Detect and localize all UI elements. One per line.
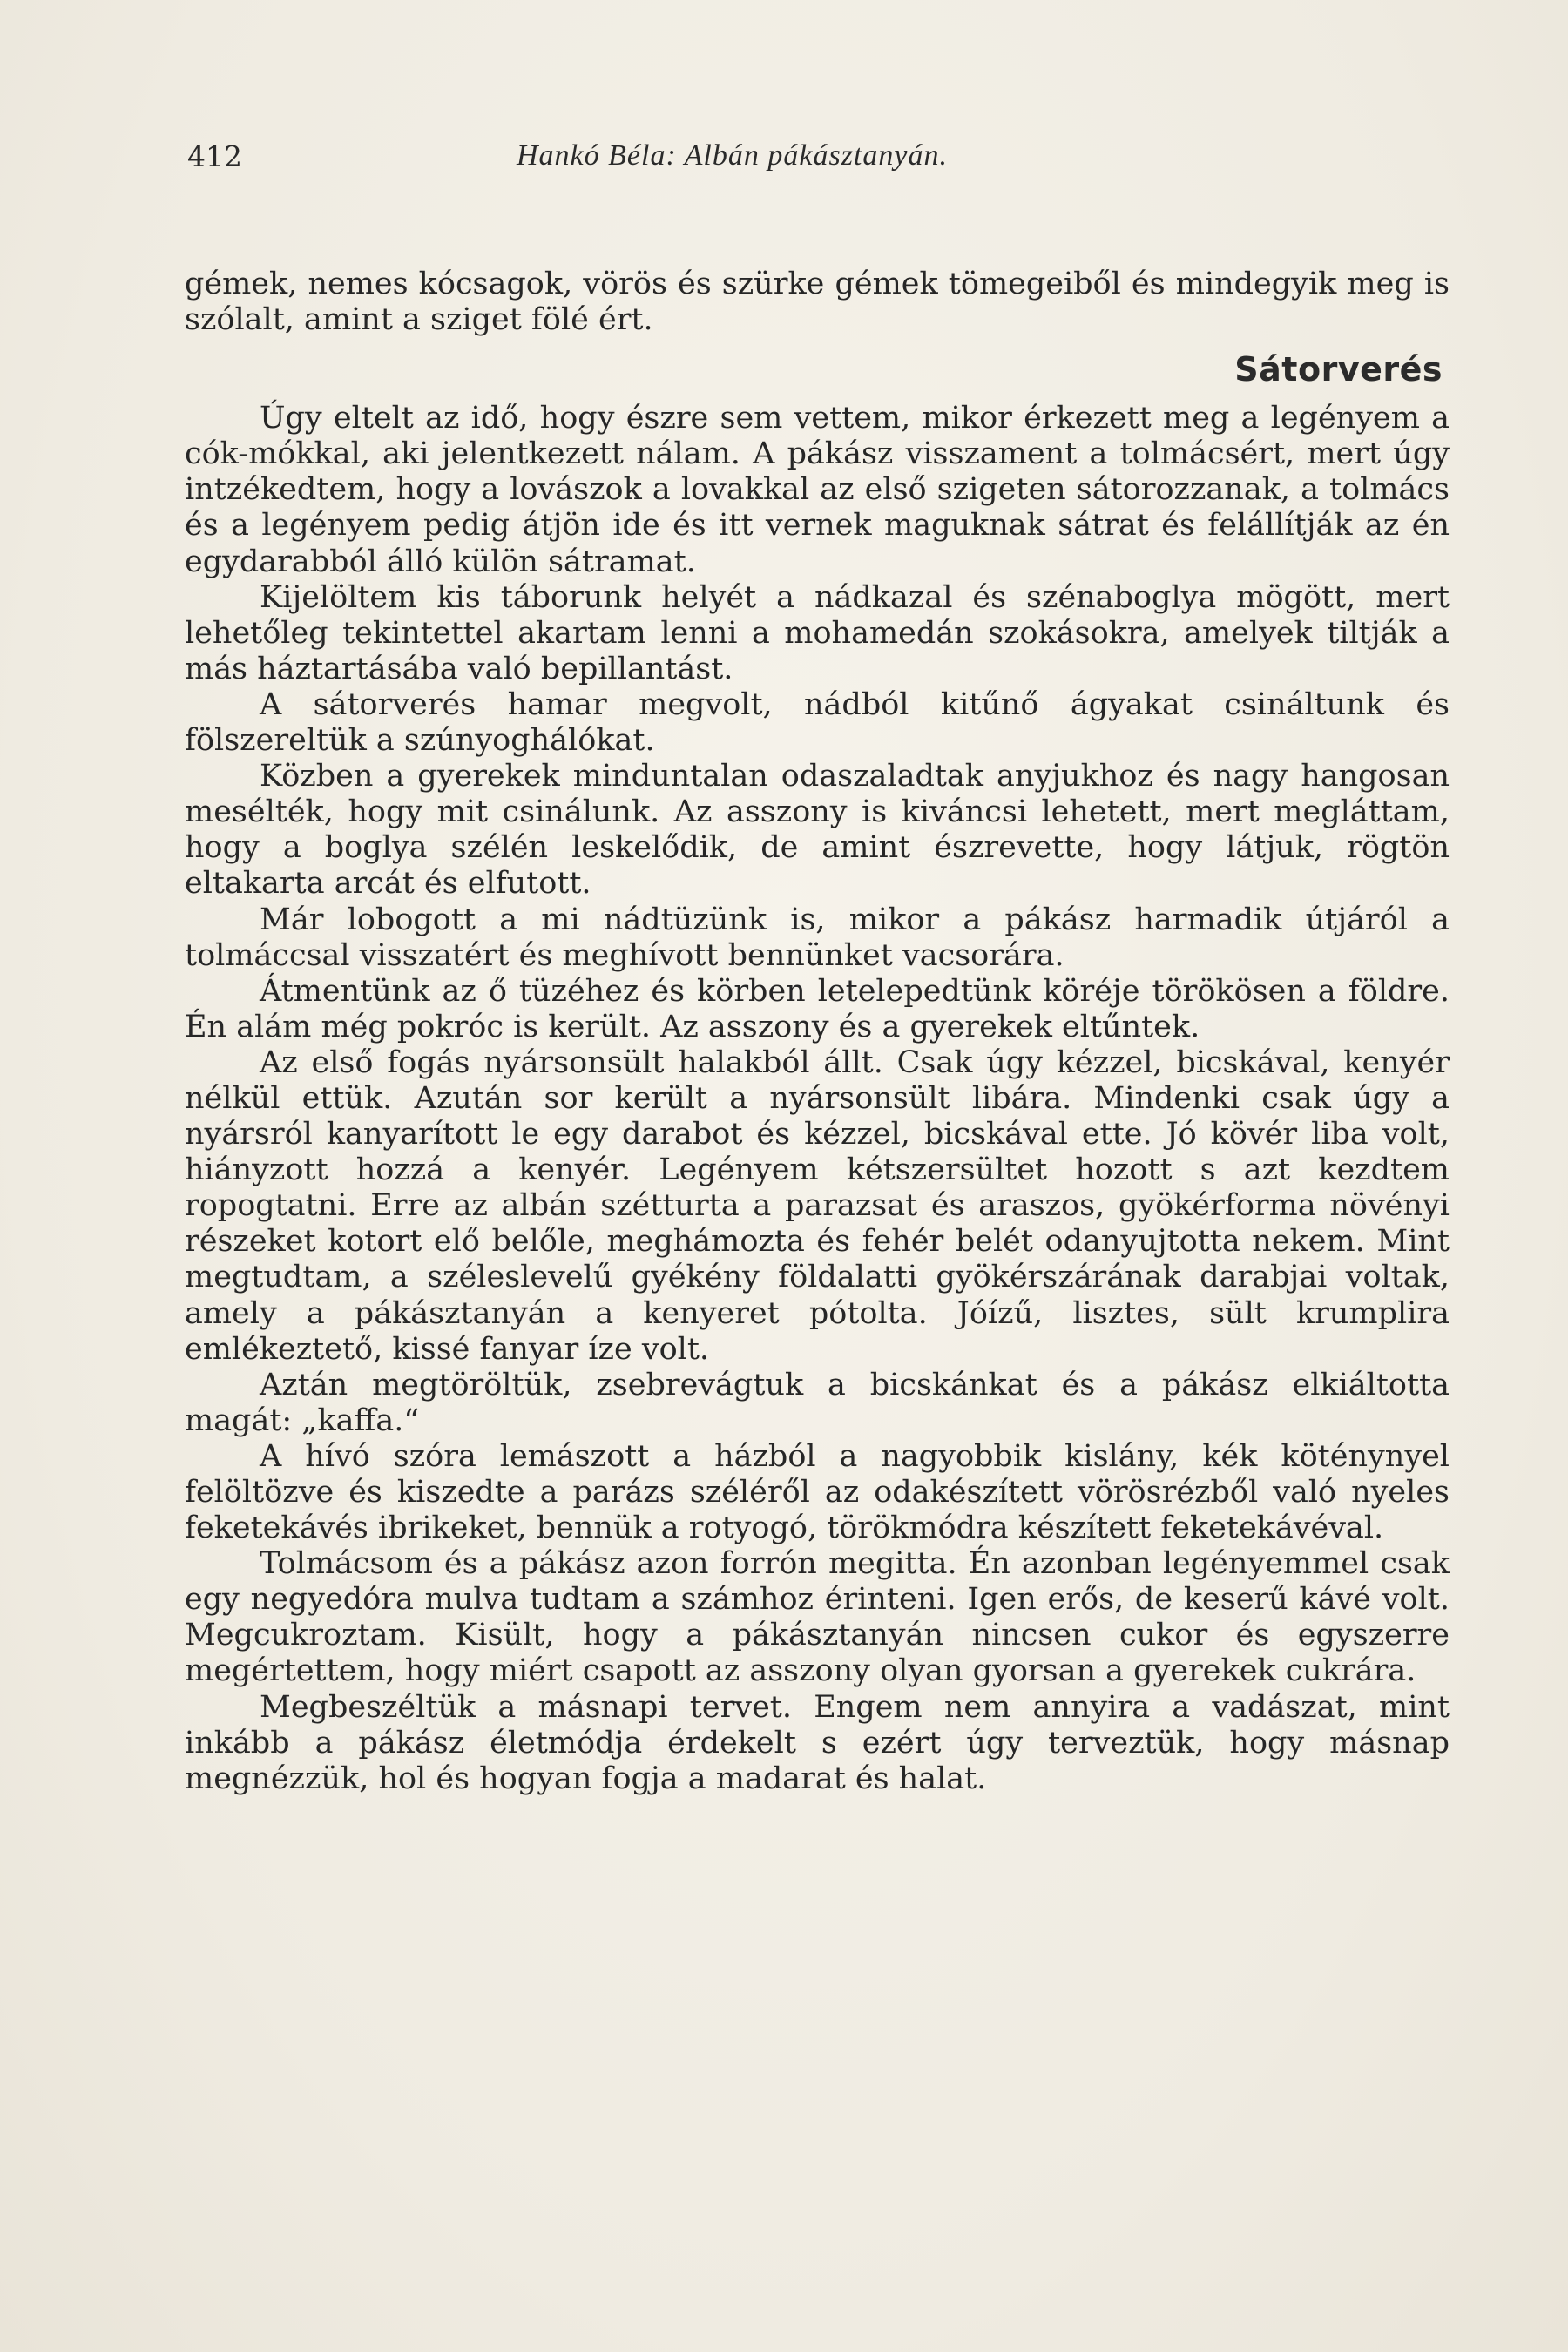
body-text xyxy=(185,267,1450,1797)
paragraph: Megbeszéltük a másnapi tervet. Engem nem annyira a vadászat, mint inkább a pákász életmódja érdekelt s ezért úgy terveztük, hogy másnap megnézzük, hol és hogyan fogja a madarat és halat. xyxy=(185,1689,1450,1796)
paragraph: A hívó szóra lemászott a házból a nagyobbik kislány, kék köténynyel felöltözve és kiszedte a parázs széléről az odakészített vörösrézből való nyeles feketekávés ibrikeket, bennük a rotyogó, törökmódra készített feketekávéval. xyxy=(185,1438,1450,1546)
page-header xyxy=(187,139,1450,183)
paragraph-continued: gémek, nemes kócsagok, vörös és szürke gémek tömegeiből és mindegyik meg is szólalt, amint a sziget fölé ért. xyxy=(185,267,1450,338)
paragraph: Már lobogott a mi nádtüzünk is, mikor a pákász harmadik útjáról a tolmáccsal visszatért és meghívott bennünket vacsorára. xyxy=(185,902,1450,973)
page-number: 412 xyxy=(187,139,242,173)
paragraph: Aztán megtöröltük, zsebrevágtuk a bicskánkat és a pákász elkiáltotta magát: „kaffa.“ xyxy=(185,1367,1450,1438)
paragraph: Közben a gyerekek minduntalan odaszaladtak anyjukhoz és nagy hangosan mesélték, hogy mit csinálunk. Az asszony is kiváncsi lehetett, mert megláttam, hogy a boglya szélén leskelődik, de amint észrevette, hogy látjuk, rögtön eltakarta arcát és elfutott. xyxy=(185,759,1450,902)
paragraph: Tolmácsom és a pákász azon forrón megitta. Én azonban legényemmel csak egy negyedóra mulva tudtam a számhoz érinteni. Igen erős, de keserű kávé volt. Megcukroztam. Kisült, hogy a pákásztanyán nincsen cukor és egyszerre megértettem, hogy miért csapott az asszony olyan gyorsan a gyerekek cukrára. xyxy=(185,1546,1450,1689)
paragraph: Kijelöltem kis táborunk helyét a nádkazal és szénaboglya mögött, mert lehetőleg tekintettel akartam lenni a mohamedán szokásokra, amelyek tiltják a más háztartásába való bepillantást. xyxy=(185,579,1450,686)
running-head: Hankó Béla: Albán pákásztanyán. xyxy=(517,139,948,172)
paragraph: A sátorverés hamar megvolt, nádból kitűnő ágyakat csináltunk és fölszereltük a szúnyoghálókat. xyxy=(185,686,1450,759)
paragraph: Az első fogás nyársonsült halakból állt. Csak úgy kézzel, bicskával, kenyér nélkül ettük. Azután sor került a nyársonsült libára. Mindenki csak úgy a nyársról kanyarított le egy darabot és kézzel, bicskával ette. Jó kövér liba volt, hiányzott hozzá a kenyér. Legényem kétszersültet hozott s azt kezdtem ropogtatni. Erre az albán szétturta a parazsat és araszos, gyökérforma növényi részeket kotort elő belőle, meghámozta és fehér belét odanyujtotta nekem. Mint megtudtam, a széleslevelű gyékény földalatti gyökérszárának darabjai voltak, amely a pákásztanyán a kenyeret pótolta. Jóízű, lisztes, sült krumplira emlékeztető, kissé fanyar íze volt. xyxy=(185,1044,1450,1367)
paragraph: Úgy eltelt az idő, hogy észre sem vettem, mikor érkezett meg a legényem a cók-mókkal, aki jelentkezett nálam. A pákász visszament a tolmácsért, mert úgy intzékedtem, hogy a lovászok a lovakkal az első szigeten sátorozzanak, a tolmács és a legényem pedig átjön ide és itt vernek maguknak sátrat és felállítják az én egydarabból álló külön sátramat. xyxy=(185,401,1450,579)
section-title: Sátorverés xyxy=(1234,350,1443,389)
paragraph: Átmentünk az ő tüzéhez és körben letelepedtünk köréje törökösen a földre. Én alám még pokróc is került. Az asszony és a gyerekek eltűntek. xyxy=(185,973,1450,1044)
